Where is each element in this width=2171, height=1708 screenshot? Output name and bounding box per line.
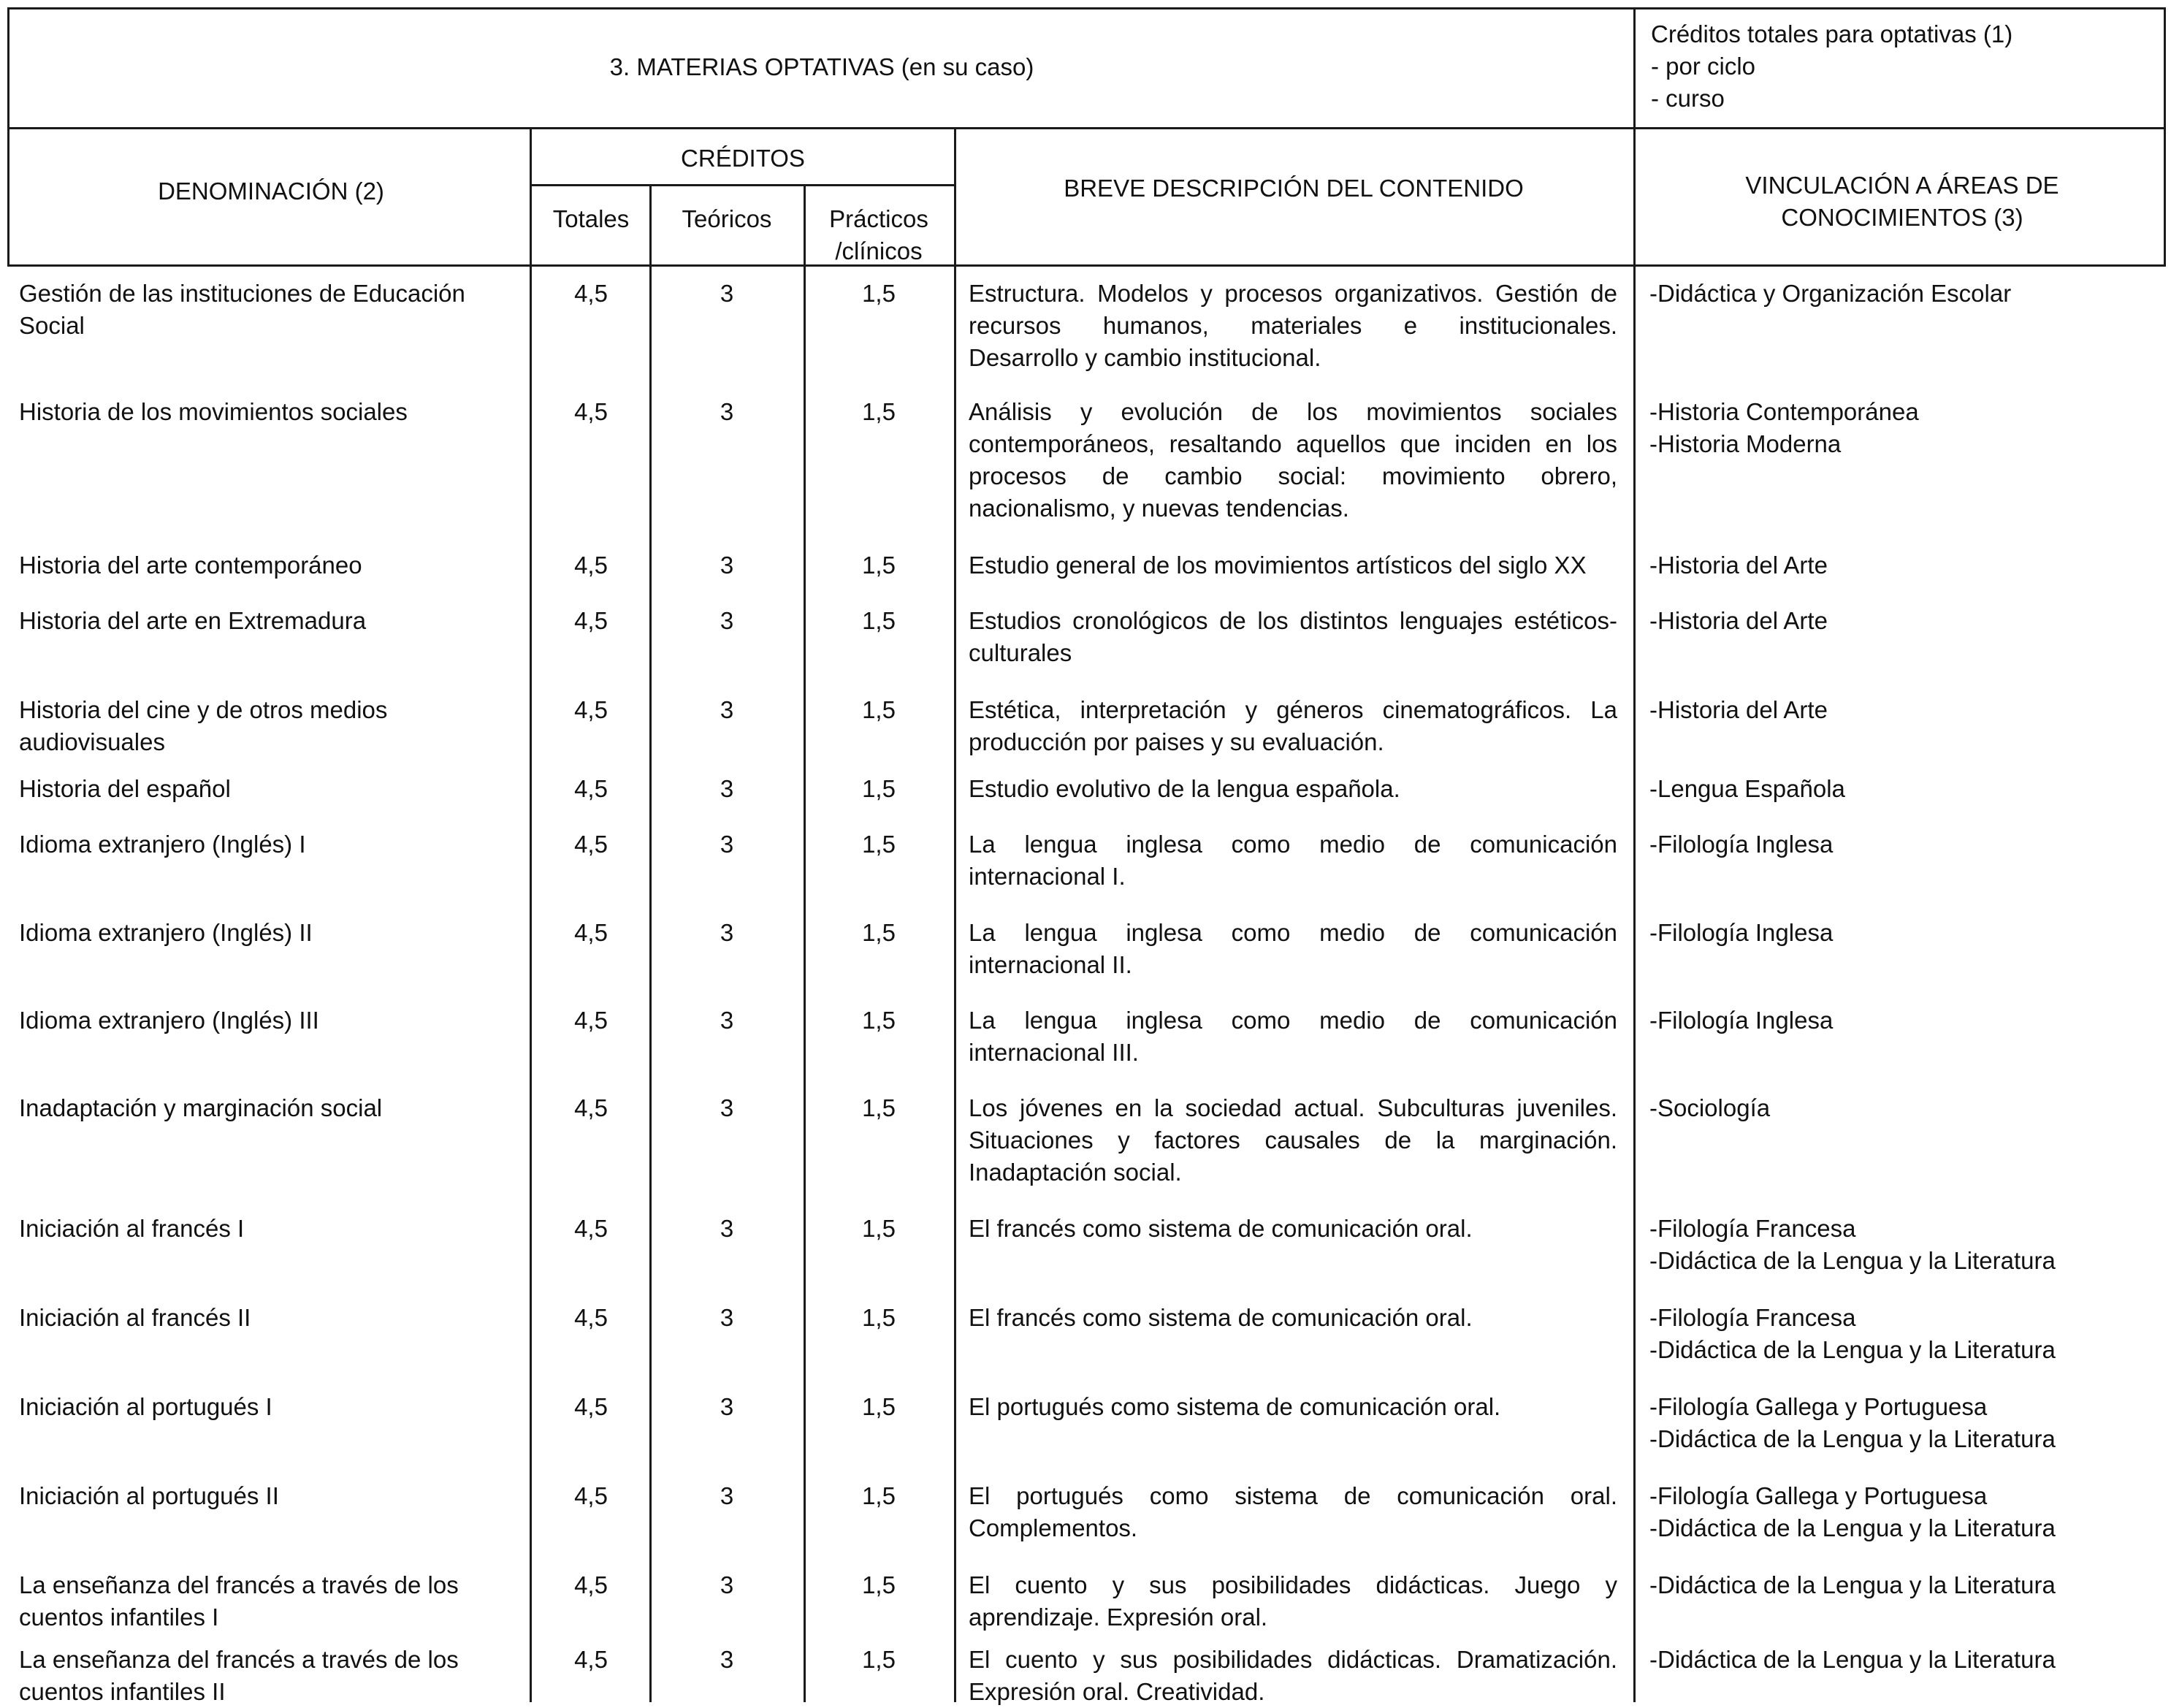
- row-name: Iniciación al portugués I: [19, 1393, 272, 1420]
- row-description: El francés como sistema de comunicación oral.: [969, 1304, 1473, 1331]
- row-description: El cuento y sus posibilidades didácticas. Juego y: [969, 1571, 1617, 1598]
- row-totales: 4,5: [574, 398, 608, 425]
- section-title: 3. MATERIAS OPTATIVAS (en su caso): [609, 53, 1034, 80]
- row-name: La enseñanza del francés a través de los: [19, 1646, 459, 1673]
- rule-areas-left: [1633, 7, 1636, 1702]
- row-teoricos: 3: [720, 1482, 734, 1509]
- row-name: Inadaptación y marginación social: [19, 1094, 383, 1121]
- row-description: El francés como sistema de comunicación oral.: [969, 1215, 1473, 1242]
- row-area: -Historia Moderna: [1649, 430, 1842, 457]
- row-teoricos: 3: [720, 1094, 734, 1121]
- row-practicos: 1,5: [862, 1215, 896, 1242]
- rule-left: [7, 7, 9, 267]
- row-description: Estética, interpretación y géneros cinematográficos. La: [969, 696, 1617, 723]
- row-description: Estudios cronológicos de los distintos lenguajes estéticos-: [969, 607, 1617, 634]
- row-teoricos: 3: [720, 1304, 734, 1331]
- row-practicos: 1,5: [862, 280, 896, 307]
- row-practicos: 1,5: [862, 1094, 896, 1121]
- credits-box-line-3: - curso: [1651, 85, 1725, 112]
- row-practicos: 1,5: [862, 831, 896, 858]
- row-description: contemporáneos, resaltando aquellos que inciden en los: [969, 430, 1617, 457]
- row-area: -Didáctica de la Lengua y la Literatura: [1649, 1646, 2056, 1673]
- row-teoricos: 3: [720, 607, 734, 634]
- row-totales: 4,5: [574, 696, 608, 723]
- row-totales: 4,5: [574, 919, 608, 946]
- row-description: El portugués como sistema de comunicación oral.: [969, 1393, 1501, 1420]
- row-teoricos: 3: [720, 1646, 734, 1673]
- row-description: internacional II.: [969, 951, 1132, 978]
- credits-box-line-1: Créditos totales para optativas (1): [1651, 20, 2013, 47]
- row-practicos: 1,5: [862, 398, 896, 425]
- row-area: -Filología Inglesa: [1649, 919, 1834, 946]
- row-totales: 4,5: [574, 831, 608, 858]
- row-totales: 4,5: [574, 1304, 608, 1331]
- row-teoricos: 3: [720, 1215, 734, 1242]
- rule-top: [7, 7, 2166, 9]
- row-totales: 4,5: [574, 1007, 608, 1034]
- row-description: El portugués como sistema de comunicación oral.: [969, 1482, 1617, 1509]
- rule-teoricos-left: [649, 184, 652, 1702]
- row-name: audiovisuales: [19, 728, 165, 755]
- row-teoricos: 3: [720, 552, 734, 579]
- rule-descripcion-left: [954, 127, 956, 1702]
- row-area: -Didáctica de la Lengua y la Literatura: [1649, 1514, 2056, 1541]
- row-area: -Historia del Arte: [1649, 607, 1828, 634]
- row-name: Social: [19, 312, 85, 339]
- col-header-vinculacion-1: VINCULACIÓN A ÁREAS DE: [1745, 172, 2059, 199]
- row-teoricos: 3: [720, 919, 734, 946]
- row-name: Idioma extranjero (Inglés) II: [19, 919, 313, 946]
- row-area: -Didáctica de la Lengua y la Literatura: [1649, 1425, 2056, 1452]
- col-header-teoricos: Teóricos: [682, 205, 772, 232]
- row-totales: 4,5: [574, 607, 608, 634]
- row-area: -Didáctica de la Lengua y la Literatura: [1649, 1336, 2056, 1363]
- row-practicos: 1,5: [862, 775, 896, 802]
- row-area: -Filología Inglesa: [1649, 1007, 1834, 1034]
- row-name: cuentos infantiles II: [19, 1678, 226, 1705]
- row-area: -Lengua Española: [1649, 775, 1845, 802]
- row-practicos: 1,5: [862, 552, 896, 579]
- row-practicos: 1,5: [862, 696, 896, 723]
- row-description: Expresión oral. Creatividad.: [969, 1678, 1265, 1705]
- col-header-practicos: Prácticos: [829, 205, 928, 232]
- row-teoricos: 3: [720, 775, 734, 802]
- row-description: Situaciones y factores causales de la marginación.: [969, 1126, 1617, 1154]
- row-area: -Didáctica y Organización Escolar: [1649, 280, 2012, 307]
- col-header-clinicos: /clínicos: [835, 237, 923, 264]
- row-description: Estudio general de los movimientos artísticos del siglo XX: [969, 552, 1587, 579]
- row-description: nacionalismo, y nuevas tendencias.: [969, 495, 1349, 522]
- rule-header-bottom: [7, 127, 2166, 129]
- row-practicos: 1,5: [862, 919, 896, 946]
- row-practicos: 1,5: [862, 607, 896, 634]
- row-area: -Filología Francesa: [1649, 1304, 1856, 1331]
- row-totales: 4,5: [574, 1393, 608, 1420]
- row-name: Gestión de las instituciones de Educación: [19, 280, 465, 307]
- row-description: La lengua inglesa como medio de comunicación: [969, 831, 1617, 858]
- row-teoricos: 3: [720, 1007, 734, 1034]
- row-teoricos: 3: [720, 398, 734, 425]
- row-name: Idioma extranjero (Inglés) III: [19, 1007, 319, 1034]
- row-practicos: 1,5: [862, 1393, 896, 1420]
- row-description: culturales: [969, 639, 1072, 666]
- row-name: Iniciación al portugués II: [19, 1482, 279, 1509]
- row-area: -Didáctica de la Lengua y la Literatura: [1649, 1571, 2056, 1598]
- row-practicos: 1,5: [862, 1007, 896, 1034]
- row-area: -Filología Gallega y Portuguesa: [1649, 1482, 1988, 1509]
- row-description: Estructura. Modelos y procesos organizativos. Gestión de: [969, 280, 1617, 307]
- row-totales: 4,5: [574, 1215, 608, 1242]
- row-totales: 4,5: [574, 280, 608, 307]
- row-description: Los jóvenes en la sociedad actual. Subculturas juveniles.: [969, 1094, 1617, 1121]
- row-area: -Filología Francesa: [1649, 1215, 1856, 1242]
- credits-box-line-2: - por ciclo: [1651, 53, 1756, 80]
- row-area: -Historia del Arte: [1649, 552, 1828, 579]
- col-header-vinculacion-2: CONOCIMIENTOS (3): [1781, 204, 2023, 231]
- row-name: Historia del español: [19, 775, 231, 802]
- row-teoricos: 3: [720, 280, 734, 307]
- rule-creditos-split: [530, 184, 955, 186]
- row-name: Iniciación al francés I: [19, 1215, 245, 1242]
- row-name: La enseñanza del francés a través de los: [19, 1571, 459, 1598]
- row-totales: 4,5: [574, 552, 608, 579]
- row-practicos: 1,5: [862, 1482, 896, 1509]
- row-teoricos: 3: [720, 1393, 734, 1420]
- rule-totales-left: [530, 127, 532, 1702]
- row-totales: 4,5: [574, 775, 608, 802]
- row-area: -Sociología: [1649, 1094, 1771, 1121]
- row-name: Historia de los movimientos sociales: [19, 398, 408, 425]
- row-name: Historia del cine y de otros medios: [19, 696, 388, 723]
- row-teoricos: 3: [720, 831, 734, 858]
- row-totales: 4,5: [574, 1571, 608, 1598]
- rule-practicos-left: [804, 184, 806, 1702]
- row-description: producción por paises y su evaluación.: [969, 728, 1384, 755]
- row-name: Idioma extranjero (Inglés) I: [19, 831, 306, 858]
- row-practicos: 1,5: [862, 1646, 896, 1673]
- row-description: internacional I.: [969, 863, 1126, 890]
- col-header-denominacion: DENOMINACIÓN (2): [158, 178, 384, 205]
- row-description: Análisis y evolución de los movimientos sociales: [969, 398, 1617, 425]
- row-description: Complementos.: [969, 1514, 1138, 1541]
- col-header-creditos: CRÉDITOS: [681, 145, 805, 172]
- row-area: -Historia Contemporánea: [1649, 398, 1919, 425]
- col-header-totales: Totales: [552, 205, 630, 232]
- col-header-descripcion: BREVE DESCRIPCIÓN DEL CONTENIDO: [1064, 175, 1524, 202]
- row-name: Iniciación al francés II: [19, 1304, 251, 1331]
- row-description: procesos de cambio social: movimiento obrero,: [969, 462, 1617, 489]
- row-area: -Filología Inglesa: [1649, 831, 1834, 858]
- rule-right: [2164, 7, 2166, 267]
- row-practicos: 1,5: [862, 1304, 896, 1331]
- row-practicos: 1,5: [862, 1571, 896, 1598]
- row-totales: 4,5: [574, 1094, 608, 1121]
- row-teoricos: 3: [720, 1571, 734, 1598]
- row-teoricos: 3: [720, 696, 734, 723]
- row-totales: 4,5: [574, 1482, 608, 1509]
- rule-columns-bottom: [7, 264, 2166, 267]
- row-description: Desarrollo y cambio institucional.: [969, 344, 1321, 371]
- row-area: -Filología Gallega y Portuguesa: [1649, 1393, 1988, 1420]
- row-totales: 4,5: [574, 1646, 608, 1673]
- row-name: Historia del arte contemporáneo: [19, 552, 362, 579]
- row-name: Historia del arte en Extremadura: [19, 607, 367, 634]
- row-name: cuentos infantiles I: [19, 1604, 219, 1631]
- row-description: recursos humanos, materiales e institucionales.: [969, 312, 1617, 339]
- row-description: El cuento y sus posibilidades didácticas. Dramatización.: [969, 1646, 1617, 1673]
- row-description: La lengua inglesa como medio de comunicación: [969, 919, 1617, 946]
- row-description: Inadaptación social.: [969, 1159, 1182, 1186]
- row-description: La lengua inglesa como medio de comunicación: [969, 1007, 1617, 1034]
- row-area: -Didáctica de la Lengua y la Literatura: [1649, 1247, 2056, 1274]
- row-area: -Historia del Arte: [1649, 696, 1828, 723]
- row-description: internacional III.: [969, 1039, 1139, 1066]
- row-description: aprendizaje. Expresión oral.: [969, 1604, 1268, 1631]
- row-description: Estudio evolutivo de la lengua española.: [969, 775, 1400, 802]
